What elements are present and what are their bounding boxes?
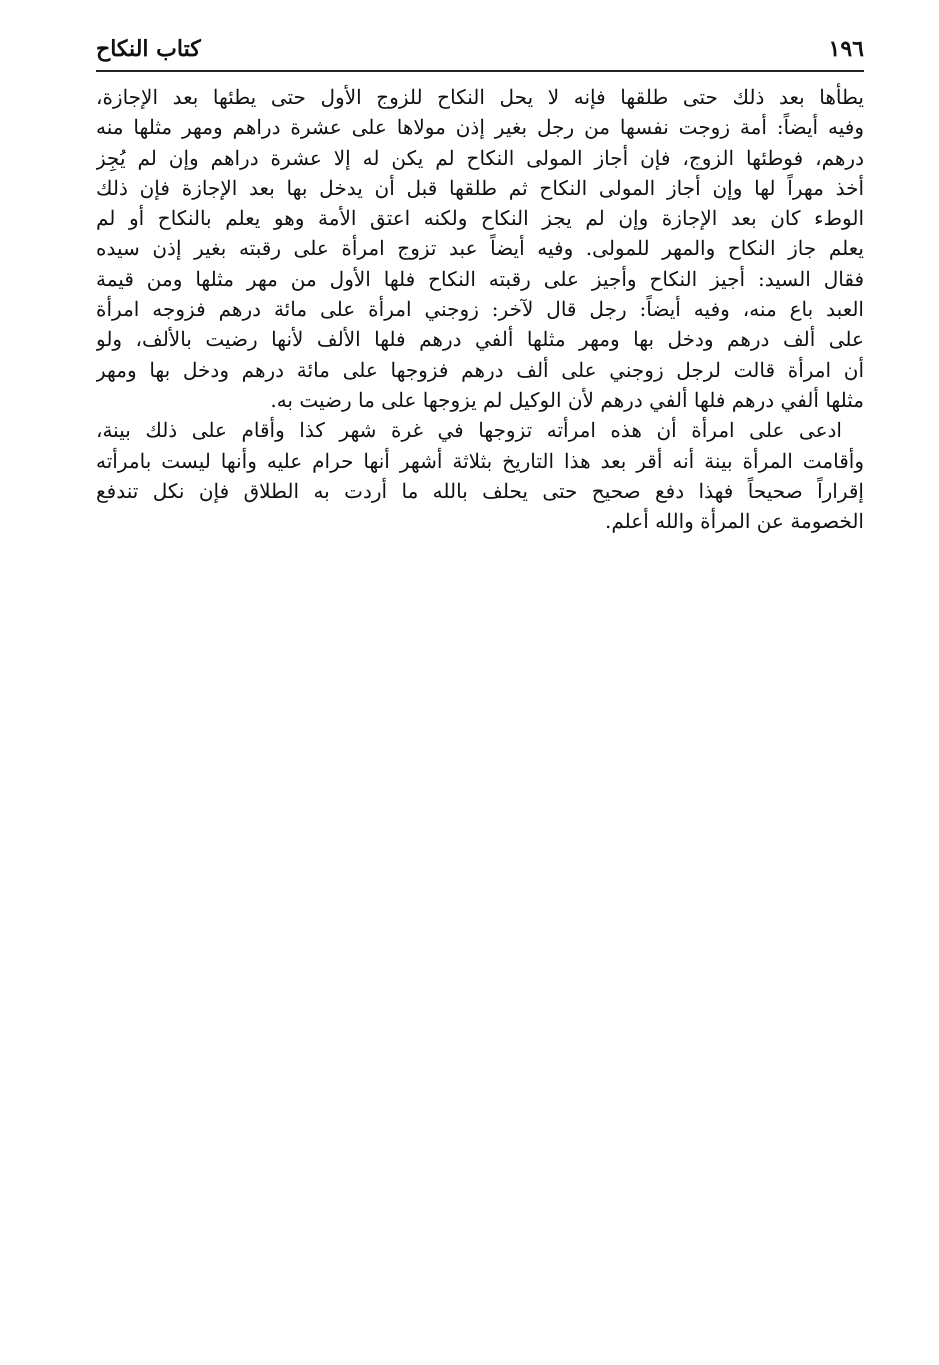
text-line: يطأها بعد ذلك حتى طلقها فإنه لا يحل النكاح للزوج الأول حتى يطئها بعد الإجازة، bbox=[96, 85, 864, 109]
paragraph-1 bbox=[96, 82, 864, 415]
text-line: الخصومة عن المرأة والله أعلم. bbox=[605, 509, 864, 534]
running-head bbox=[96, 30, 864, 70]
header-divider bbox=[96, 70, 864, 72]
book-title: كتاب النكاح bbox=[96, 36, 201, 62]
text-line: أخذ مهراً لها وإن أجاز المولى النكاح ثم طلقها قبل أن يدخل بها بعد الإجازة فإن ذلك bbox=[96, 175, 864, 200]
text-line: أن امرأة قالت لرجل زوجني على ألف درهم فزوجها على مائة درهم ودخل بها ومهر bbox=[96, 357, 864, 382]
text-line: على ألف درهم ودخل بها ومهر مثلها ألفي درهم فلها الألف لأنها رضيت بالألف، ولو bbox=[96, 327, 864, 352]
text-line: العبد باع منه، وفيه أيضاً: رجل قال لآخر: زوجني امرأة على مائة درهم فزوجه امرأة bbox=[96, 297, 864, 322]
page-number: ١٩٦ bbox=[828, 36, 864, 62]
paragraph-2 bbox=[96, 415, 864, 536]
text-line: وفيه أيضاً: أمة زوجت نفسها من رجل بغير إذن مولاها على عشرة دراهم ومهر مثلها منه bbox=[96, 115, 864, 140]
text-line: درهم، فوطئها الزوج، فإن أجاز المولى النكاح لم يكن له إلا عشرة دراهم وإن لم يُجِز bbox=[96, 145, 864, 170]
text-line: الوطء كان بعد الإجازة وإن لم يجز النكاح ولكنه اعتق الأمة وهو يعلم بالنكاح أو لم bbox=[96, 206, 864, 231]
body-text bbox=[96, 82, 864, 536]
text-line: إقراراً صحيحاً فهذا دفع صحيح حتى يحلف بالله ما أردت به الطلاق فإن نكل تندفع bbox=[96, 478, 864, 503]
text-line: ادعى على امرأة أن هذه امرأته تزوجها في غرة شهر كذا وأقام على ذلك بينة، bbox=[96, 418, 842, 443]
text-line: وأقامت المرأة بينة أنه أقر بعد هذا التاريخ بثلاثة أشهر أنها حرام عليه وأنها ليست بامرأته bbox=[96, 448, 864, 473]
text-line: يعلم جاز النكاح والمهر للمولى. وفيه أيضاً عبد تزوج امرأة على رقبته بغير إذن سيده bbox=[96, 236, 864, 261]
text-line: فقال السيد: أجيز النكاح وأجيز على رقبته النكاح فلها الأول من مهر مثلها ومن قيمة bbox=[96, 266, 864, 291]
text-line: مثلها ألفي درهم فلها ألفي درهم لأن الوكيل لم يزوجها على ما رضيت به. bbox=[270, 387, 864, 412]
